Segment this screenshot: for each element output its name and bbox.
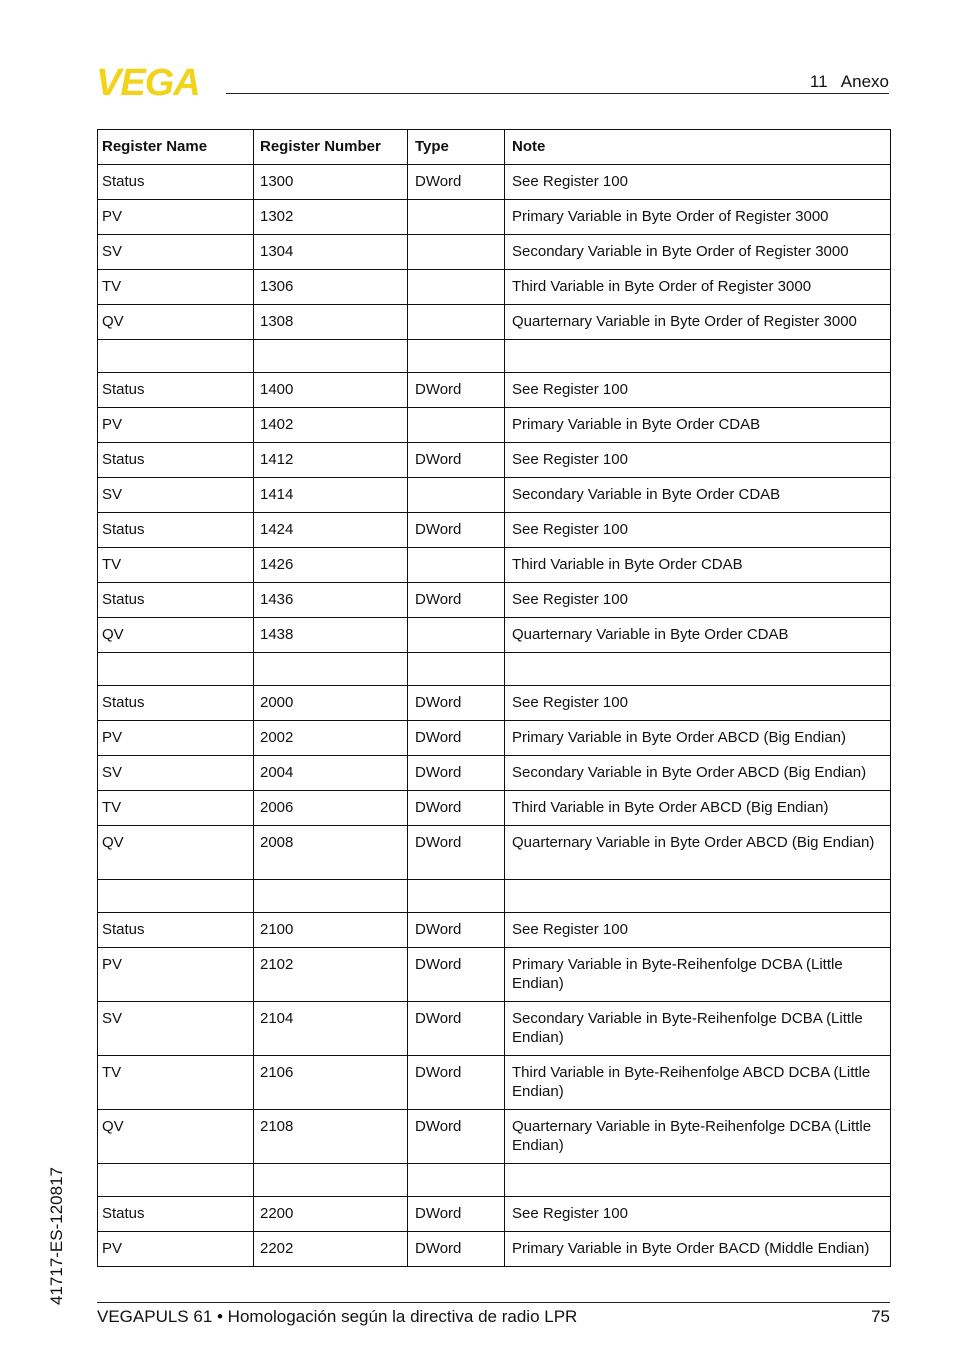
cell-register-number: 1300	[254, 165, 408, 200]
cell-register-number: 2004	[254, 756, 408, 791]
cell-register-number: 2108	[254, 1110, 408, 1164]
cell-register-number: 1438	[254, 618, 408, 653]
table-row	[98, 1002, 891, 1056]
cell-register-name: SV	[98, 235, 254, 270]
cell-note: Primary Variable in Byte Order CDAB	[505, 408, 891, 443]
cell-type	[408, 880, 505, 913]
cell-register-name	[98, 653, 254, 686]
cell-note: Primary Variable in Byte Order ABCD (Big Endian)	[505, 721, 891, 756]
table-row	[98, 443, 891, 478]
cell-register-number: 2106	[254, 1056, 408, 1110]
cell-note: Third Variable in Byte Order ABCD (Big Endian)	[505, 791, 891, 826]
cell-register-number: 2008	[254, 826, 408, 880]
cell-register-name: Status	[98, 686, 254, 721]
cell-type: DWord	[408, 791, 505, 826]
cell-register-name: TV	[98, 1056, 254, 1110]
cell-register-number: 1304	[254, 235, 408, 270]
cell-type	[408, 478, 505, 513]
cell-register-number: 1400	[254, 373, 408, 408]
cell-register-number	[254, 653, 408, 686]
cell-note: Third Variable in Byte Order CDAB	[505, 548, 891, 583]
cell-register-name: Status	[98, 583, 254, 618]
cell-type	[408, 270, 505, 305]
cell-type: DWord	[408, 1197, 505, 1232]
cell-register-name: SV	[98, 756, 254, 791]
cell-note: See Register 100	[505, 373, 891, 408]
cell-register-number: 1412	[254, 443, 408, 478]
cell-type: DWord	[408, 1002, 505, 1056]
cell-type: DWord	[408, 373, 505, 408]
cell-note: See Register 100	[505, 513, 891, 548]
section-heading: 11 Anexo	[809, 72, 889, 91]
cell-type	[408, 305, 505, 340]
cell-register-name	[98, 880, 254, 913]
table-row	[98, 1110, 891, 1164]
cell-type: DWord	[408, 165, 505, 200]
table-row	[98, 548, 891, 583]
cell-register-name: QV	[98, 826, 254, 880]
table-row	[98, 200, 891, 235]
cell-note: Third Variable in Byte-Reihenfolge ABCD DCBA (Little Endian)	[505, 1056, 891, 1110]
cell-type	[408, 235, 505, 270]
cell-register-number: 1402	[254, 408, 408, 443]
table-row	[98, 1164, 891, 1197]
column-header-register-number: Register Number	[254, 130, 408, 165]
footer-title: VEGAPULS 61 • Homologación según la directiva de radio LPR	[97, 1307, 578, 1326]
cell-register-name: SV	[98, 478, 254, 513]
cell-register-number: 2104	[254, 1002, 408, 1056]
table-row	[98, 478, 891, 513]
cell-note: See Register 100	[505, 686, 891, 721]
cell-register-number: 1424	[254, 513, 408, 548]
cell-register-number: 1426	[254, 548, 408, 583]
cell-note: Secondary Variable in Byte Order ABCD (Big Endian)	[505, 756, 891, 791]
table-row	[98, 408, 891, 443]
cell-register-number	[254, 1164, 408, 1197]
table-row	[98, 270, 891, 305]
cell-type	[408, 340, 505, 373]
cell-register-name: SV	[98, 1002, 254, 1056]
cell-type: DWord	[408, 1232, 505, 1267]
cell-note: Primary Variable in Byte-Reihenfolge DCBA (Little Endian)	[505, 948, 891, 1002]
cell-note: Third Variable in Byte Order of Register 3000	[505, 270, 891, 305]
cell-register-number: 2100	[254, 913, 408, 948]
table-row	[98, 165, 891, 200]
table-row	[98, 340, 891, 373]
cell-note: Primary Variable in Byte Order BACD (Middle Endian)	[505, 1232, 891, 1267]
cell-note: Secondary Variable in Byte-Reihenfolge DCBA (Little Endian)	[505, 1002, 891, 1056]
cell-type: DWord	[408, 513, 505, 548]
cell-register-number: 2102	[254, 948, 408, 1002]
table-row	[98, 791, 891, 826]
cell-register-number: 1436	[254, 583, 408, 618]
cell-type: DWord	[408, 443, 505, 478]
cell-register-name: PV	[98, 721, 254, 756]
table-row	[98, 826, 891, 880]
cell-type: DWord	[408, 583, 505, 618]
table-row	[98, 618, 891, 653]
logo-text: VEGA	[96, 64, 200, 98]
cell-type: DWord	[408, 756, 505, 791]
cell-note: See Register 100	[505, 1197, 891, 1232]
table-row	[98, 721, 891, 756]
cell-type	[408, 1164, 505, 1197]
cell-register-number: 1308	[254, 305, 408, 340]
cell-note: Secondary Variable in Byte Order CDAB	[505, 478, 891, 513]
cell-type	[408, 618, 505, 653]
cell-register-name: Status	[98, 913, 254, 948]
table-row	[98, 513, 891, 548]
cell-register-name: TV	[98, 270, 254, 305]
cell-register-number: 2202	[254, 1232, 408, 1267]
cell-type: DWord	[408, 686, 505, 721]
cell-register-name: QV	[98, 305, 254, 340]
cell-register-name: TV	[98, 548, 254, 583]
cell-type	[408, 408, 505, 443]
cell-type: DWord	[408, 1110, 505, 1164]
cell-note: Quarternary Variable in Byte-Reihenfolge DCBA (Little Endian)	[505, 1110, 891, 1164]
cell-register-number: 1302	[254, 200, 408, 235]
cell-note: Quarternary Variable in Byte Order of Register 3000	[505, 305, 891, 340]
cell-type	[408, 200, 505, 235]
cell-note	[505, 653, 891, 686]
cell-note: See Register 100	[505, 165, 891, 200]
cell-register-number	[254, 340, 408, 373]
cell-note	[505, 340, 891, 373]
cell-register-number: 1306	[254, 270, 408, 305]
table-row	[98, 880, 891, 913]
cell-note: See Register 100	[505, 583, 891, 618]
cell-note	[505, 1164, 891, 1197]
cell-register-name	[98, 340, 254, 373]
table-row	[98, 583, 891, 618]
cell-type: DWord	[408, 1056, 505, 1110]
column-header-register-name: Register Name	[98, 130, 254, 165]
cell-note: Quarternary Variable in Byte Order CDAB	[505, 618, 891, 653]
cell-register-number	[254, 880, 408, 913]
cell-type: DWord	[408, 826, 505, 880]
register-table	[97, 129, 891, 1267]
column-header-note: Note	[505, 130, 891, 165]
table-row	[98, 235, 891, 270]
table-header-row	[98, 130, 891, 165]
cell-register-name: TV	[98, 791, 254, 826]
table-row	[98, 913, 891, 948]
table-row	[98, 305, 891, 340]
cell-note: Primary Variable in Byte Order of Register 3000	[505, 200, 891, 235]
cell-register-name: Status	[98, 443, 254, 478]
cell-register-name: PV	[98, 948, 254, 1002]
column-header-type: Type	[408, 130, 505, 165]
cell-type	[408, 653, 505, 686]
cell-register-name	[98, 1164, 254, 1197]
table-row	[98, 686, 891, 721]
cell-register-number: 1414	[254, 478, 408, 513]
cell-register-name: PV	[98, 1232, 254, 1267]
page-number: 75	[871, 1307, 890, 1326]
cell-register-number: 2200	[254, 1197, 408, 1232]
cell-type	[408, 548, 505, 583]
cell-register-number: 2002	[254, 721, 408, 756]
cell-register-name: Status	[98, 373, 254, 408]
table-row	[98, 948, 891, 1002]
table-row	[98, 1197, 891, 1232]
cell-register-name: QV	[98, 618, 254, 653]
cell-register-name: PV	[98, 200, 254, 235]
cell-register-number: 2006	[254, 791, 408, 826]
cell-note: See Register 100	[505, 913, 891, 948]
cell-type: DWord	[408, 948, 505, 1002]
table-row	[98, 1056, 891, 1110]
cell-register-number: 2000	[254, 686, 408, 721]
cell-register-name: Status	[98, 513, 254, 548]
cell-note: Secondary Variable in Byte Order of Register 3000	[505, 235, 891, 270]
vega-logo	[96, 64, 220, 98]
cell-type: DWord	[408, 913, 505, 948]
cell-register-name: QV	[98, 1110, 254, 1164]
footer-rule	[97, 1302, 890, 1303]
cell-register-name: Status	[98, 165, 254, 200]
table-row	[98, 373, 891, 408]
cell-register-name: PV	[98, 408, 254, 443]
cell-register-name: Status	[98, 1197, 254, 1232]
cell-note: Quarternary Variable in Byte Order ABCD (Big Endian)	[505, 826, 891, 880]
document-code: 41717-ES-120817	[47, 1166, 66, 1305]
table-row	[98, 1232, 891, 1267]
cell-type: DWord	[408, 721, 505, 756]
cell-note	[505, 880, 891, 913]
header-rule	[226, 93, 889, 94]
cell-note: See Register 100	[505, 443, 891, 478]
table-row	[98, 653, 891, 686]
table-row	[98, 756, 891, 791]
